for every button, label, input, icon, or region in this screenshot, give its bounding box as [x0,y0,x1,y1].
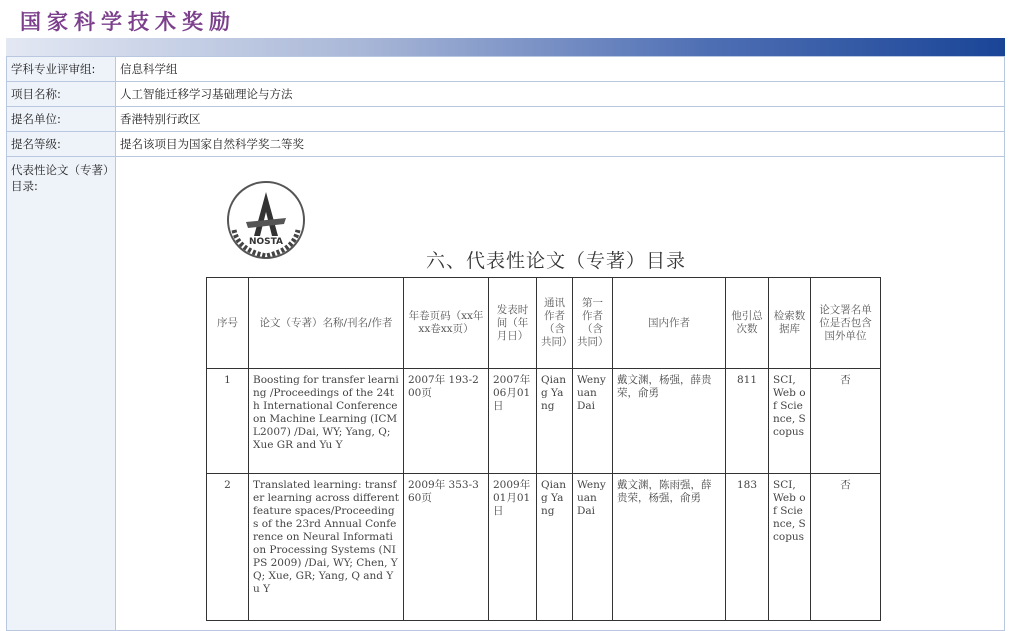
corresponding-author: Qiang Yang [537,369,573,474]
logo-text: NOSTA [248,237,284,247]
col-header: 论文署名单位是否包含国外单位 [811,278,881,369]
citation-count: 183 [726,474,769,621]
group-label: 学科专业评审组: [7,57,116,82]
row-number: 2 [207,474,249,621]
foreign-unit: 否 [811,474,881,621]
project-value: 人工智能迁移学习基础理论与方法 [116,82,1005,107]
group-value: 信息科学组 [116,57,1005,82]
col-header: 通讯作者（含共同） [537,278,573,369]
page-title: 国家科学技术奖励 [20,10,236,34]
papers-label: 代表性论文（专著）目录: [7,157,116,631]
info-row-group [7,57,1005,82]
foreign-unit: 否 [811,369,881,474]
index-database: SCI, Web of Science, Scopus [769,474,811,621]
papers-scan-cell [116,157,1005,631]
paper-table [206,277,881,621]
level-label: 提名等级: [7,132,116,157]
paper-pages: 2009年 353-360页 [404,474,489,621]
col-header: 他引总次数 [726,278,769,369]
paper-date: 2007年06月01日 [489,369,537,474]
scan-heading: 六、代表性论文（专著）目录 [426,250,687,272]
first-author: Wenyuan Dai [573,474,613,621]
level-value: 提名该项目为国家自然科学奖二等奖 [116,132,1005,157]
col-header: 发表时间（年月日） [489,278,537,369]
header-band [6,38,1005,56]
unit-label: 提名单位: [7,107,116,132]
info-row-project [7,82,1005,107]
citation-count: 811 [726,369,769,474]
col-header: 检索数据库 [769,278,811,369]
paper-title: Boosting for transfer learning /Proceedings of the 24th International Conference on Machine Learning (ICML2007) /Dai, WY; Yang, Q; Xue GR and Yu Y [249,369,404,474]
nosta-logo [224,178,308,262]
domestic-authors: 戴文渊，杨强，薛贵荣，俞勇 [613,369,726,474]
first-author: Wenyuan Dai [573,369,613,474]
col-header: 序号 [207,278,249,369]
domestic-authors: 戴文渊，陈雨强，薛贵荣，杨强，俞勇 [613,474,726,621]
col-header: 第一作者（含共同） [573,278,613,369]
info-row-unit [7,107,1005,132]
scanned-document [120,162,1000,630]
paper-pages: 2007年 193-200页 [404,369,489,474]
table-row [207,474,881,621]
corresponding-author: Qiang Yang [537,474,573,621]
table-row [207,369,881,474]
info-row-level [7,132,1005,157]
project-label: 项目名称: [7,82,116,107]
info-row-papers [7,157,1005,631]
paper-title: Translated learning: transfer learning across different feature spaces/Proceedings of the 23rd Annual Conference on Neural Information Processing Systems (NIPS 2009) /Dai, WY; Chen, YQ; Xue, GR; Yang, Q and Yu Y [249,474,404,621]
paper-date: 2009年01月01日 [489,474,537,621]
col-header: 年卷页码（xx年xx卷xx页） [404,278,489,369]
index-database: SCI, Web of Science, Scopus [769,369,811,474]
col-header: 论文（专著）名称/刊名/作者 [249,278,404,369]
info-table [6,56,1005,631]
paper-table-header [207,278,881,369]
col-header: 国内作者 [613,278,726,369]
unit-value: 香港特别行政区 [116,107,1005,132]
row-number: 1 [207,369,249,474]
